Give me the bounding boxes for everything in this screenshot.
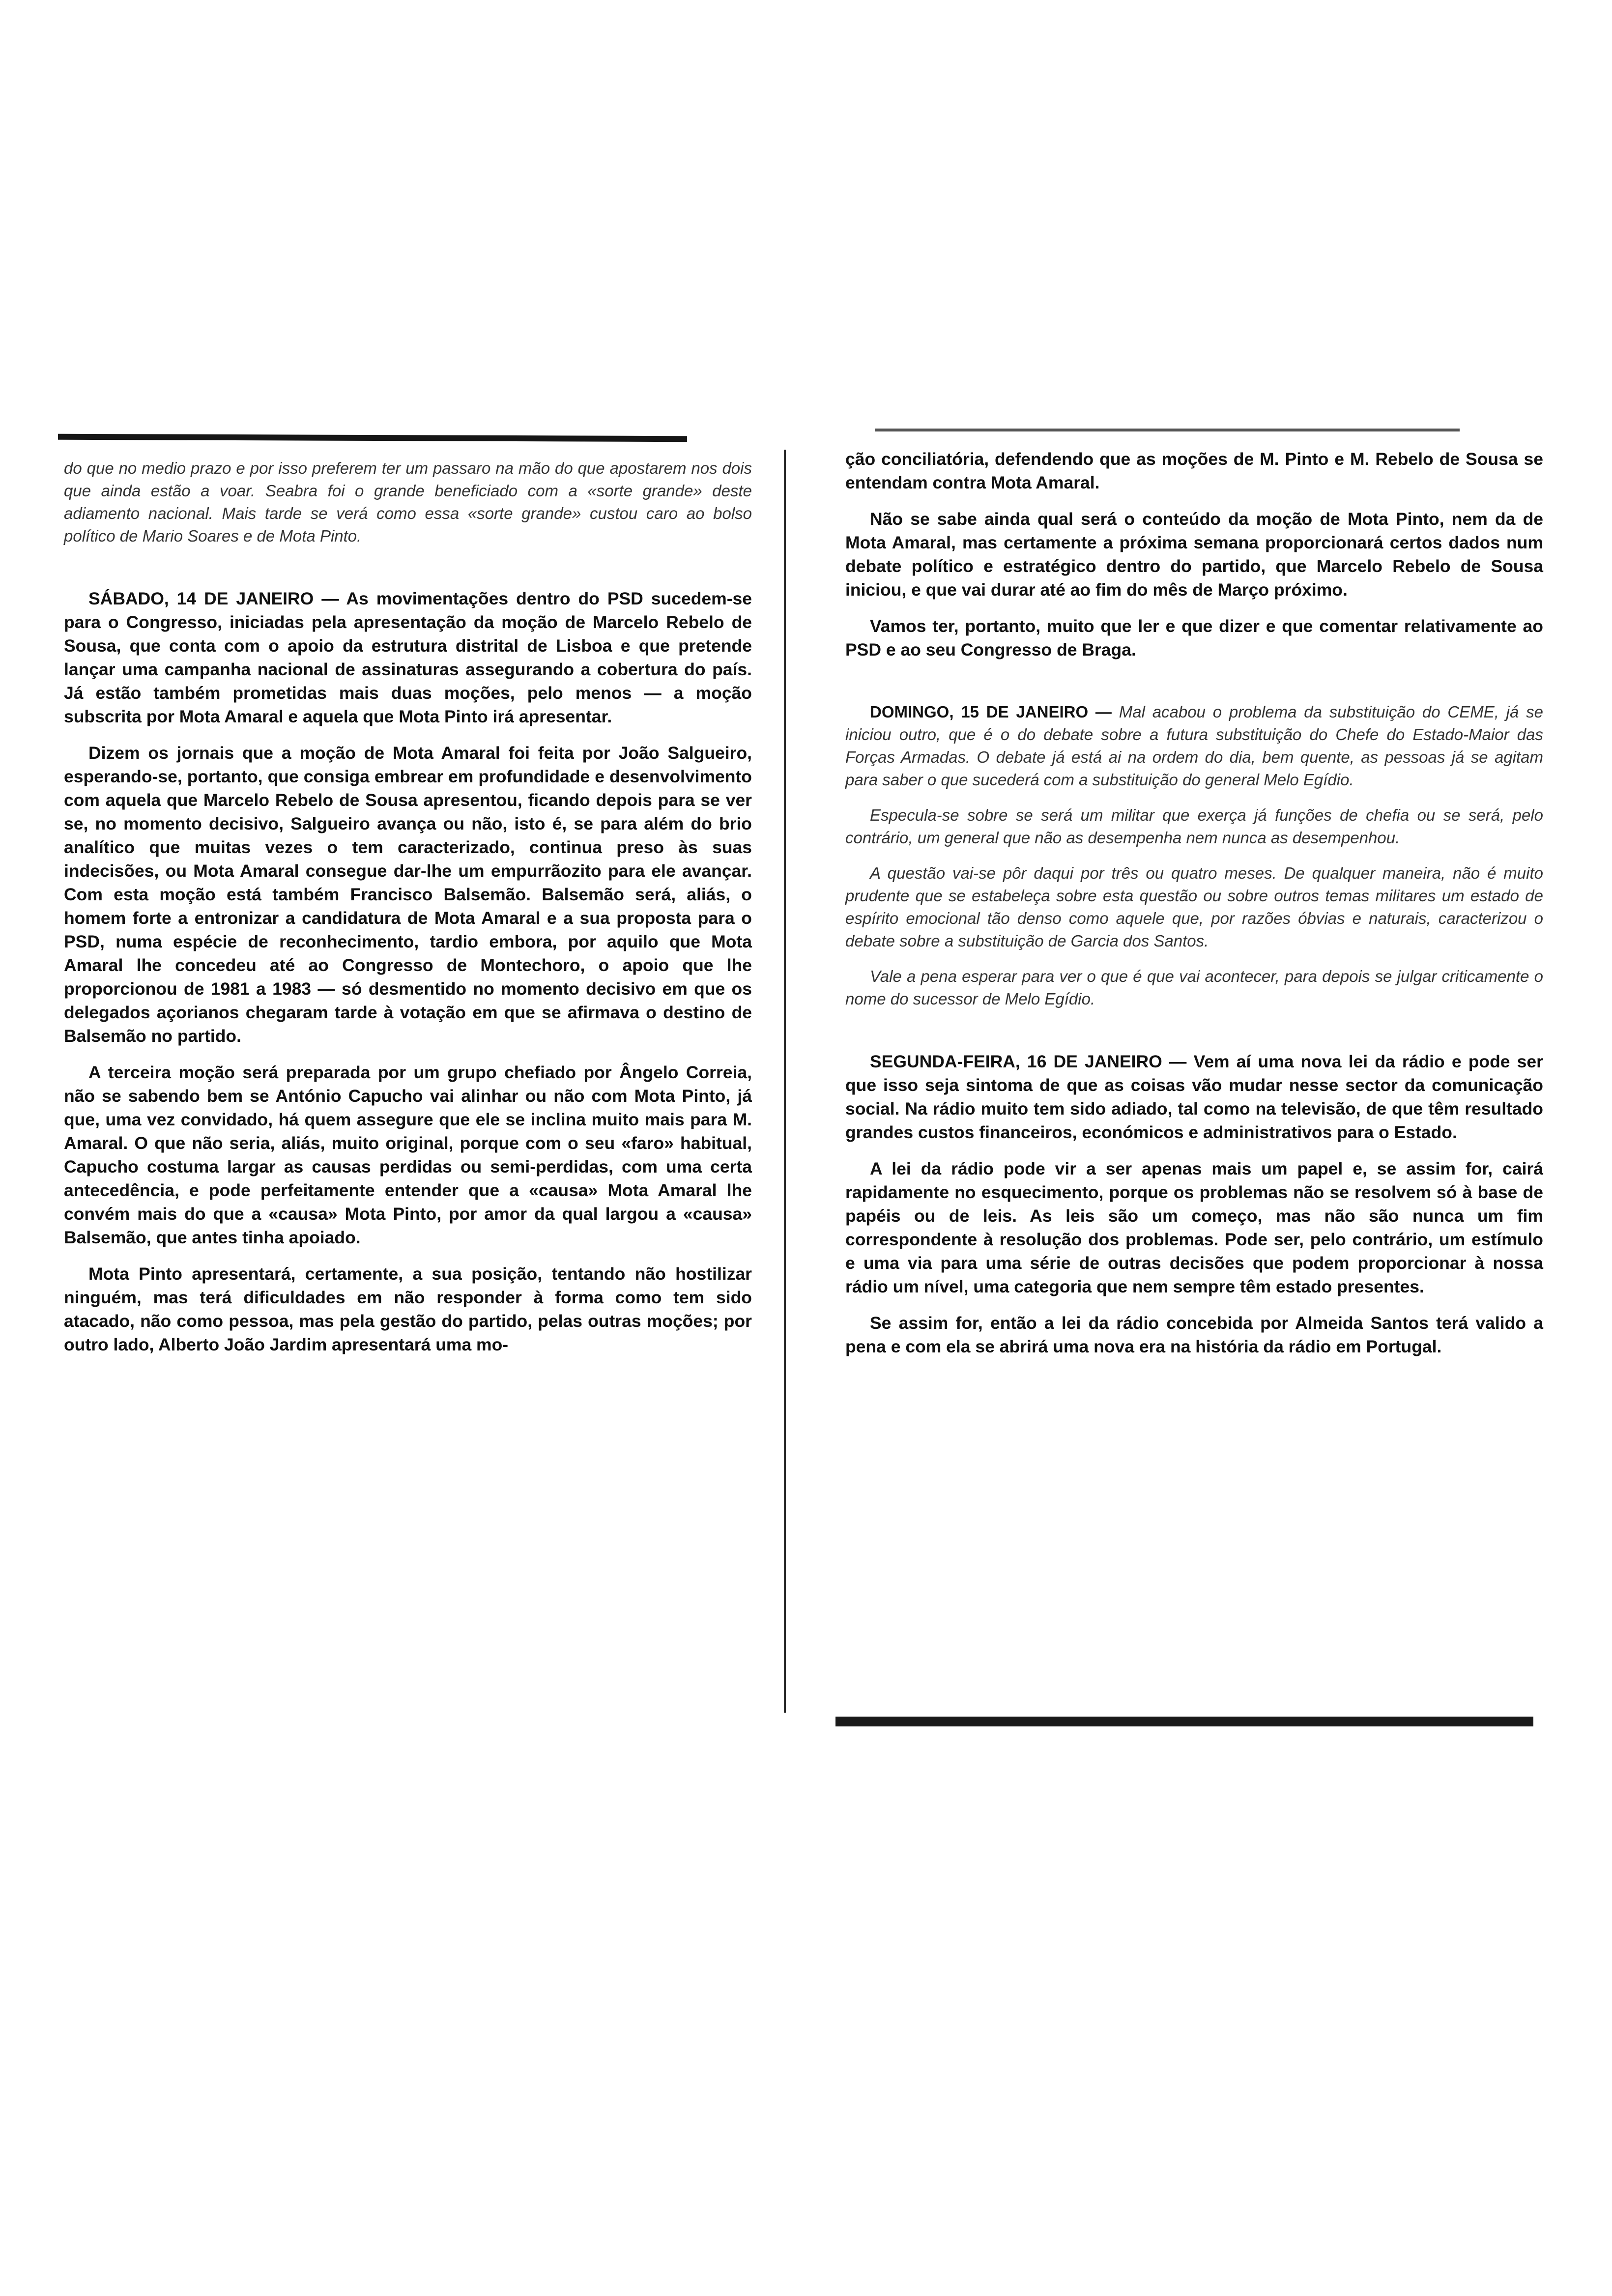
left-column [64, 457, 752, 1369]
continued-paragraph-3: Vamos ter, portanto, muito que ler e que dizer e que comentar relativamente ao PSD e ao seu Congresso de Braga. [845, 616, 1543, 660]
column-divider [784, 450, 786, 1713]
segunda-heading: SEGUNDA-FEIRA, 16 DE JANEIRO — [870, 1052, 1187, 1071]
sabado-paragraph-4: Mota Pinto apresentará, certamente, a sua posição, tentando não hostilizar ninguém, mas terá dificuldades em não responder à forma como tem sido atacado, não como pessoa, mas pela gestão do partido, pelas outras moções; por outro lado, Alberto João Jardim apresentará uma mo- [64, 1264, 752, 1354]
right-column [845, 447, 1543, 1371]
sabado-paragraph-2: Dizem os jornais que a moção de Mota Amaral foi feita por João Salgueiro, esperando-se, portanto, que consiga embrear em profundidade e desenvolvimento com aquela que Marcelo Rebelo de Sousa apresentou, ficando depois para se ver se, no momento decisivo, Salgueiro avança ou não, isto é, se para além do brio analítico que muitas vezes o tem caracterizado, continua preso às suas indecisões, ou Mota Amaral consegue dar-lhe um empurrãozito para ele avançar. Com esta moção está também Francisco Balsemão. Balsemão será, aliás, o homem forte a entronizar a candidatura de Mota Amaral e a sua proposta para o PSD, numa espécie de reconhecimento, tardio embora, por aquilo que Mota Amaral lhe concedeu até ao Congresso de Montechoro, o apoio que lhe proporcionou de 1981 a 1983 — só desmentido no momento decisivo em que os delegados açorianos chegaram tarde à votação em que se afirmava o destino de Balsemão no partido. [64, 743, 752, 1046]
domingo-paragraph-3: A questão vai-se pôr daqui por três ou quatro meses. De qualquer maneira, não é muito prudente que se estabeleça sobre esta questão ou sobre outros temas militares um estado de espírito emocional tão denso como aquele que, por razões óbvias e naturais, caracterizou o debate sobre a substituição de Garcia dos Santos. [845, 864, 1543, 950]
intro-paragraph: do que no medio prazo e por isso preferem ter um passaro na mão do que apostarem nos dois que ainda estão a voar. Seabra foi o grande beneficiado com a «sorte grande» deste adiamento nacional. Mais tarde se verá como essa «sorte grande» custou caro ao bolso político de Mario Soares e de Mota Pinto. [64, 459, 752, 545]
segunda-paragraph-3: Se assim for, então a lei da rádio concebida por Almeida Santos terá valido a pena e com ela se abrirá uma nova era na história da rádio em Portugal. [845, 1313, 1543, 1356]
segunda-paragraph-1: Vem aí uma nova lei da rádio e pode ser que isso seja sintoma de que as coisas vão mudar nesse sector da comunicação social. Na rádio muito tem sido adiado, tal como na televisão, de que têm resultado grandes custos financeiros, económicos e administrativos para o Estado. [845, 1052, 1543, 1142]
sabado-paragraph-3: A terceira moção será preparada por um grupo chefiado por Ângelo Correia, não se sabendo bem se António Capucho vai alinhar ou não com Mota Pinto, já que, uma vez convidado, há quem assegure que ele se inclina muito mais para M. Amaral. O que não seria, aliás, muito original, porque com o seu «faro» habitual, Capucho costuma largar as causas perdidas ou semi-perdidas, com uma certa antecedência, e pode perfeitamente entender que a «causa» Mota Amaral lhe convém mais do que a «causa» Mota Pinto, por amor da qual largou a «causa» Balsemão, que antes tinha apoiado. [64, 1062, 752, 1247]
domingo-heading: DOMINGO, 15 DE JANEIRO — [870, 703, 1112, 721]
sabado-section [64, 587, 752, 1356]
segunda-section [845, 1050, 1543, 1358]
continued-paragraph-1: ção conciliatória, defendendo que as moções de M. Pinto e M. Rebelo de Sousa se entendam contra Mota Amaral. [845, 449, 1543, 492]
domingo-section [845, 701, 1543, 1010]
domingo-paragraph-4: Vale a pena esperar para ver o que é que vai acontecer, para depois se julgar criticamente o nome do sucessor de Melo Egídio. [845, 967, 1543, 1008]
sabado-heading: SÁBADO, 14 DE JANEIRO — [88, 589, 339, 608]
sabado-paragraph-1: As movimentações dentro do PSD sucedem-se para o Congresso, iniciadas pela apresentação da moção de Marcelo Rebelo de Sousa, que conta com o apoio da estrutura distrital de Lisboa e que pretende lançar uma campanha nacional de assinaturas assegurando a cobertura do país. Já estão também prometidas mais duas moções, pelo menos — a moção subscrita por Mota Amaral e aquela que Mota Pinto irá apresentar. [64, 589, 752, 726]
segunda-paragraph-2: A lei da rádio pode vir a ser apenas mais um papel e, se assim for, cairá rapidamente no esquecimento, porque os problemas não se resolvem só à base de papéis ou de leis. As leis são um começo, mas não são nunca um fim correspondente à resolução dos problemas. Pode ser, pelo contrário, um estímulo e uma via para uma série de outras decisões que podem proporcionar à nossa rádio um nível, uma categoria que nem sempre têm estado presentes. [845, 1159, 1543, 1296]
domingo-paragraph-1: Mal acabou o problema da substituição do CEME, já se iniciou outro, que é o do debate sobre a futura substituição do Chefe do Estado-Maior das Forças Armadas. O debate já está ai na ordem do dia, bem quente, as pessoas já se agitam para saber o que sucederá com a substituição do general Melo Egídio. [845, 703, 1543, 789]
domingo-paragraph-2: Especula-se sobre se será um militar que exerça já funções de chefia ou se será, pelo contrário, um general que não as desempenha nem nunca as desempenhou. [845, 806, 1543, 847]
top-rule-right [875, 429, 1460, 431]
top-rule-left [58, 434, 687, 442]
continued-paragraph-2: Não se sabe ainda qual será o conteúdo da moção de Mota Pinto, nem da de Mota Amaral, mas certamente a próxima semana proporcionará certos dados num debate político e estratégico dentro do partido, que Marcelo Rebelo de Sousa iniciou, e que vai durar até ao fim do mês de Março próximo. [845, 509, 1543, 600]
bottom-rule [835, 1717, 1533, 1726]
